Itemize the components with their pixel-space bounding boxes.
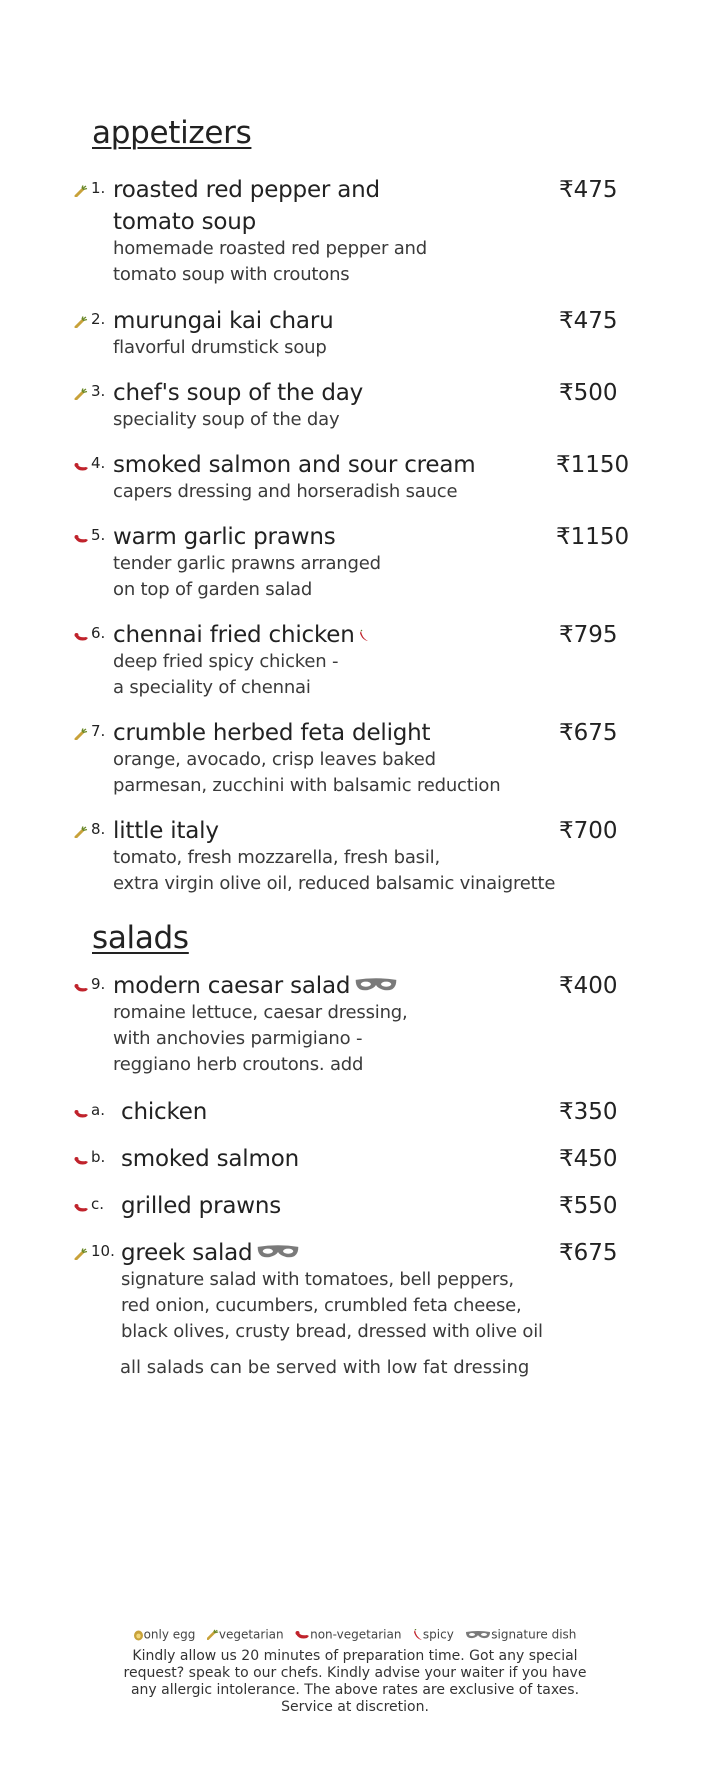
item-name: [113, 377, 363, 409]
item-name: [121, 1237, 300, 1270]
item-description-line: on top of garden salad: [113, 579, 313, 600]
item-description-line: speciality soup of the day: [113, 409, 340, 430]
spicy-icon: [359, 620, 369, 652]
vegetarian-icon: [74, 823, 88, 835]
item-name: [121, 1096, 207, 1128]
legend-signature-label: signature dish: [491, 1627, 577, 1642]
item-price: ₹675: [559, 720, 618, 746]
item-description-line: red onion, cucumbers, crumbled feta cheese,: [121, 1295, 522, 1316]
item-name: [113, 815, 219, 847]
item-price: ₹795: [559, 622, 618, 648]
item-number: c.: [91, 1195, 105, 1213]
item-name-line: greek salad: [121, 1240, 253, 1266]
legend-spicy-label: spicy: [422, 1627, 454, 1642]
item-price: ₹475: [559, 177, 618, 203]
item-description-line: deep fried spicy chicken -: [113, 651, 339, 672]
item-number: 7.: [91, 722, 106, 740]
item-description: [113, 551, 381, 603]
vegetarian-icon: [74, 385, 88, 397]
item-number: 5.: [91, 526, 106, 544]
item-name: [113, 305, 333, 337]
item-number: 1.: [91, 179, 106, 197]
item-price: ₹450: [559, 1146, 618, 1172]
vegetarian-icon: [74, 725, 88, 737]
item-name: [113, 174, 380, 238]
item-description-line: tender garlic prawns arranged: [113, 553, 381, 574]
item-number: b.: [91, 1148, 106, 1166]
item-name: [113, 619, 369, 652]
item-description-line: homemade roasted red pepper and: [113, 238, 427, 259]
item-description-line: tomato soup with croutons: [113, 264, 350, 285]
vegetarian-icon: [74, 182, 88, 194]
item-name: [121, 1143, 299, 1175]
non-vegetarian-icon: [74, 457, 88, 469]
non-vegetarian-icon: [74, 627, 88, 639]
item-description-line: extra virgin olive oil, reduced balsamic vinaigrette: [113, 873, 556, 894]
item-description: [121, 1267, 543, 1345]
item-description-line: capers dressing and horseradish sauce: [113, 481, 458, 502]
item-name-line: chef's soup of the day: [113, 380, 364, 406]
item-name-line: tomato soup: [113, 209, 257, 235]
item-description-line: with anchovies parmigiano -: [113, 1028, 363, 1049]
signature-dish-icon: [465, 1630, 491, 1640]
non-vegetarian-icon: [295, 1630, 310, 1640]
item-name: [113, 449, 475, 481]
vegetarian-icon: [74, 1245, 88, 1257]
vegetarian-icon: [74, 313, 88, 325]
item-description: [113, 479, 457, 505]
item-price: ₹675: [559, 1240, 618, 1266]
item-name: [113, 970, 398, 1003]
non-vegetarian-icon: [74, 978, 88, 990]
item-number: 9.: [91, 975, 106, 993]
item-description-line: signature salad with tomatoes, bell peppers,: [121, 1269, 514, 1290]
footer-note: Kindly allow us 20 minutes of preparation time. Got any special request? speak to our chefs. Kindly advise your waiter if you have any allergic intolerance. The above rates are exclusive of taxes. Service at discretion.: [123, 1648, 587, 1715]
item-price: ₹1150: [556, 524, 630, 550]
item-name-line: little italy: [113, 818, 219, 844]
item-price: ₹550: [559, 1193, 618, 1219]
item-name-line: smoked salmon and sour cream: [113, 452, 476, 478]
item-description-line: flavorful drumstick soup: [113, 337, 327, 358]
egg-icon: [133, 1629, 144, 1641]
item-description-line: parmesan, zucchini with balsamic reduction: [113, 775, 501, 796]
item-number: 10.: [91, 1242, 115, 1260]
item-name-line: crumble herbed feta delight: [113, 720, 431, 746]
spicy-icon: [413, 1629, 423, 1641]
item-number: 6.: [91, 624, 106, 642]
item-description-line: reggiano herb croutons. add: [113, 1054, 364, 1075]
item-name-line: roasted red pepper and: [113, 177, 380, 203]
item-name: [121, 1190, 281, 1222]
item-price: ₹475: [559, 308, 618, 334]
appetizers-heading: appetizers: [92, 115, 252, 151]
item-description: [113, 649, 338, 701]
item-price: ₹500: [559, 380, 618, 406]
legend-egg-label: only egg: [143, 1627, 196, 1642]
item-description-line: tomato, fresh mozzarella, fresh basil,: [113, 847, 440, 868]
item-number: 2.: [91, 310, 106, 328]
item-price: ₹700: [559, 818, 618, 844]
item-description: [113, 845, 555, 897]
item-number: 4.: [91, 454, 106, 472]
item-description-line: a speciality of chennai: [113, 677, 311, 698]
item-name-line: chennai fried chicken: [113, 622, 355, 648]
vegetarian-icon: [207, 1629, 219, 1640]
item-number: 8.: [91, 820, 106, 838]
non-vegetarian-icon: [74, 529, 88, 541]
item-name-line: smoked salmon: [121, 1146, 299, 1172]
item-price: ₹350: [559, 1099, 618, 1125]
legend-veg-label: vegetarian: [218, 1627, 284, 1642]
item-description: [113, 236, 427, 288]
item-description-line: romaine lettuce, caesar dressing,: [113, 1002, 408, 1023]
item-number: a.: [91, 1101, 105, 1119]
signature-dish-icon: [354, 971, 398, 1003]
non-vegetarian-icon: [74, 1104, 88, 1116]
legend-nonveg-label: non-vegetarian: [310, 1627, 402, 1642]
salads-heading: salads: [92, 920, 189, 956]
item-name-line: warm garlic prawns: [113, 524, 336, 550]
non-vegetarian-icon: [74, 1198, 88, 1210]
item-price: ₹1150: [556, 452, 630, 478]
low-fat-note: all salads can be served with low fat dressing: [120, 1357, 530, 1378]
item-description-line: black olives, crusty bread, dressed with olive oil: [121, 1321, 543, 1342]
item-name-line: grilled prawns: [121, 1193, 282, 1219]
item-number: 3.: [91, 382, 106, 400]
legend: [0, 1627, 709, 1642]
item-description: [113, 747, 500, 799]
item-name: [113, 521, 335, 553]
item-name: [113, 717, 430, 749]
item-name-line: chicken: [121, 1099, 208, 1125]
item-name-line: murungai kai charu: [113, 308, 334, 334]
non-vegetarian-icon: [74, 1151, 88, 1163]
item-description: [113, 1000, 408, 1078]
item-description-line: orange, avocado, crisp leaves baked: [113, 749, 436, 770]
signature-dish-icon: [256, 1238, 300, 1270]
item-description: [113, 407, 339, 433]
item-description: [113, 335, 327, 361]
item-price: ₹400: [559, 973, 618, 999]
item-name-line: modern caesar salad: [113, 973, 351, 999]
